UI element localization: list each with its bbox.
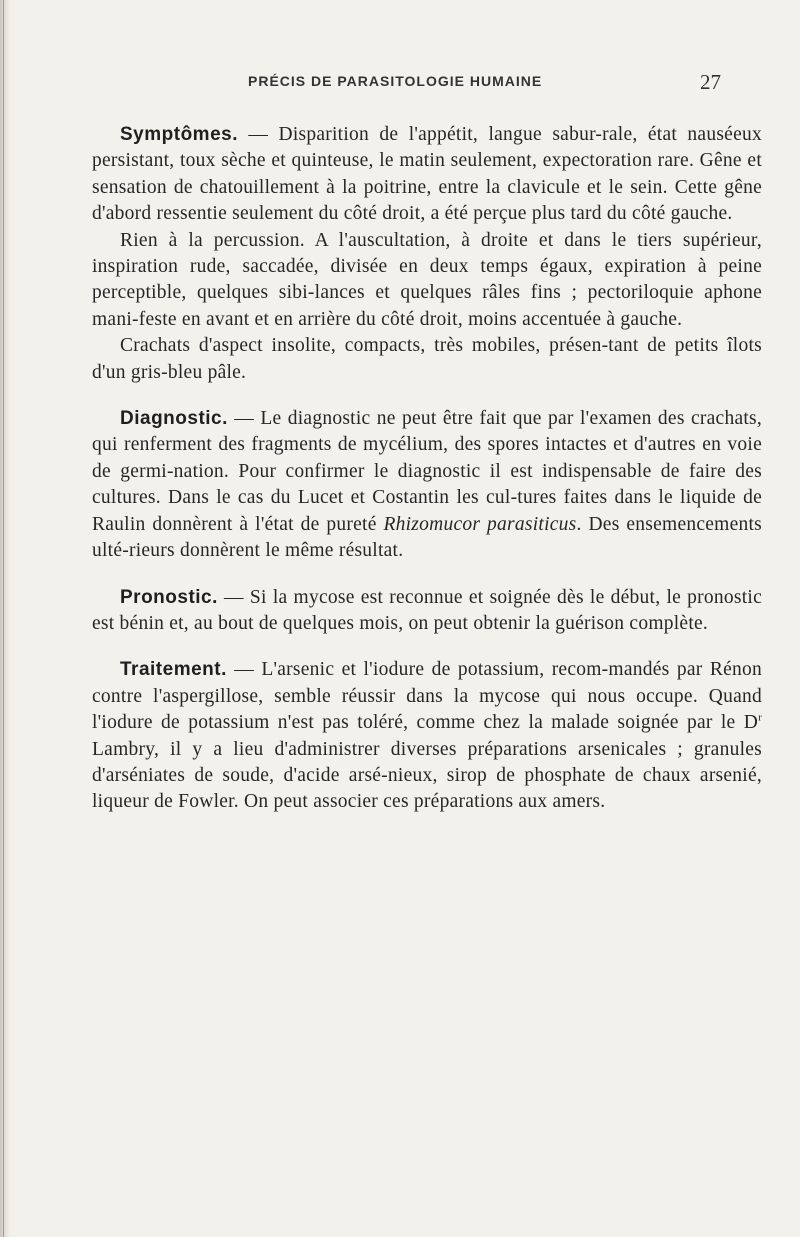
pronostic-text: — Si la mycose est reconnue et soignée dès le début, le pronostic est bénin et, au bout de quelques mois, on peut obtenir la guérison complète. (92, 586, 762, 634)
doctor-superscript: r (758, 711, 762, 724)
page-number: 27 (700, 70, 721, 94)
traitement-text-1: — L'arsenic et l'iodure de potassium, recom-mandés par Rénon contre l'aspergillose, semble réussir dans la mycose qui nous occupe. Quand l'iodure de potassium n'est pas toléré, comme chez la malade soignée par le D (92, 659, 762, 734)
page-binding-edge (0, 0, 10, 1237)
diagnostic-text-1: — Le diagnostic ne peut être fait que par l'examen des crachats, qui renferment des fragments de mycélium, des spores intactes et d'autres en voie de germi-nation. Pour confirmer le diagnostic il est indispensable de faire des cultures. Dans le cas du Lucet et Costantin les cul-tures faites dans le liquide de Raulin donnèrent à l'état de pureté (92, 408, 762, 535)
traitement-text-2: Lambry, il y a lieu d'administrer diverses préparations arsenicales ; granules d'arséniates de soude, d'acide arsé-nieux, sirop de phosphate de chaux arsenié, liqueur de Fowler. On peut associer ces préparations aux amers. (92, 738, 762, 813)
symptomes-text-2: Rien à la percussion. A l'auscultation, à droite et dans le tiers supérieur, inspiration rude, saccadée, divisée en deux temps égaux, expiration à peine perceptible, quelques sibi-lances et quelques râles fins ; pectoriloquie aphone mani-feste en avant et en arrière du côté droit, moins accentuée à gauche. (92, 229, 762, 330)
diagnostic-text-2: . Des ensemencements ulté-rieurs donnèrent le même résultat. (92, 513, 763, 562)
diagnostic-paragraph (92, 406, 762, 564)
page-body (92, 122, 762, 816)
diagnostic-heading: Diagnostic. (120, 408, 228, 430)
symptomes-paragraph-2 (92, 228, 762, 334)
traitement-heading: Traitement. (120, 659, 227, 681)
pronostic-heading: Pronostic. (120, 586, 218, 608)
symptomes-paragraph-3 (92, 333, 762, 386)
pronostic-paragraph (92, 585, 762, 638)
symptomes-heading: Symptômes. (120, 124, 238, 145)
symptomes-text-3: Crachats d'aspect insolite, compacts, très mobiles, présen-tant de petits îlots d'un gris-bleu pâle. (92, 335, 762, 383)
symptomes-paragraph-1 (92, 122, 762, 228)
page-header (0, 70, 800, 101)
running-title: PRÉCIS DE PARASITOLOGIE HUMAINE (248, 73, 543, 89)
species-name: Rhizomucor parasiticus (383, 513, 577, 535)
page-binding-line (3, 0, 4, 1237)
symptomes-text-1: — Disparition de l'appétit, langue sabur-rale, état nauséeux persistant, toux sèche et quinteuse, le matin seulement, expectoration rare. Gêne et sensation de chatouillement à la poitrine, entre la clavicule et le sein. Cette gêne d'abord ressentie seulement du côté droit, a été perçue plus tard du côté gauche. (92, 124, 762, 225)
traitement-paragraph (92, 657, 762, 815)
